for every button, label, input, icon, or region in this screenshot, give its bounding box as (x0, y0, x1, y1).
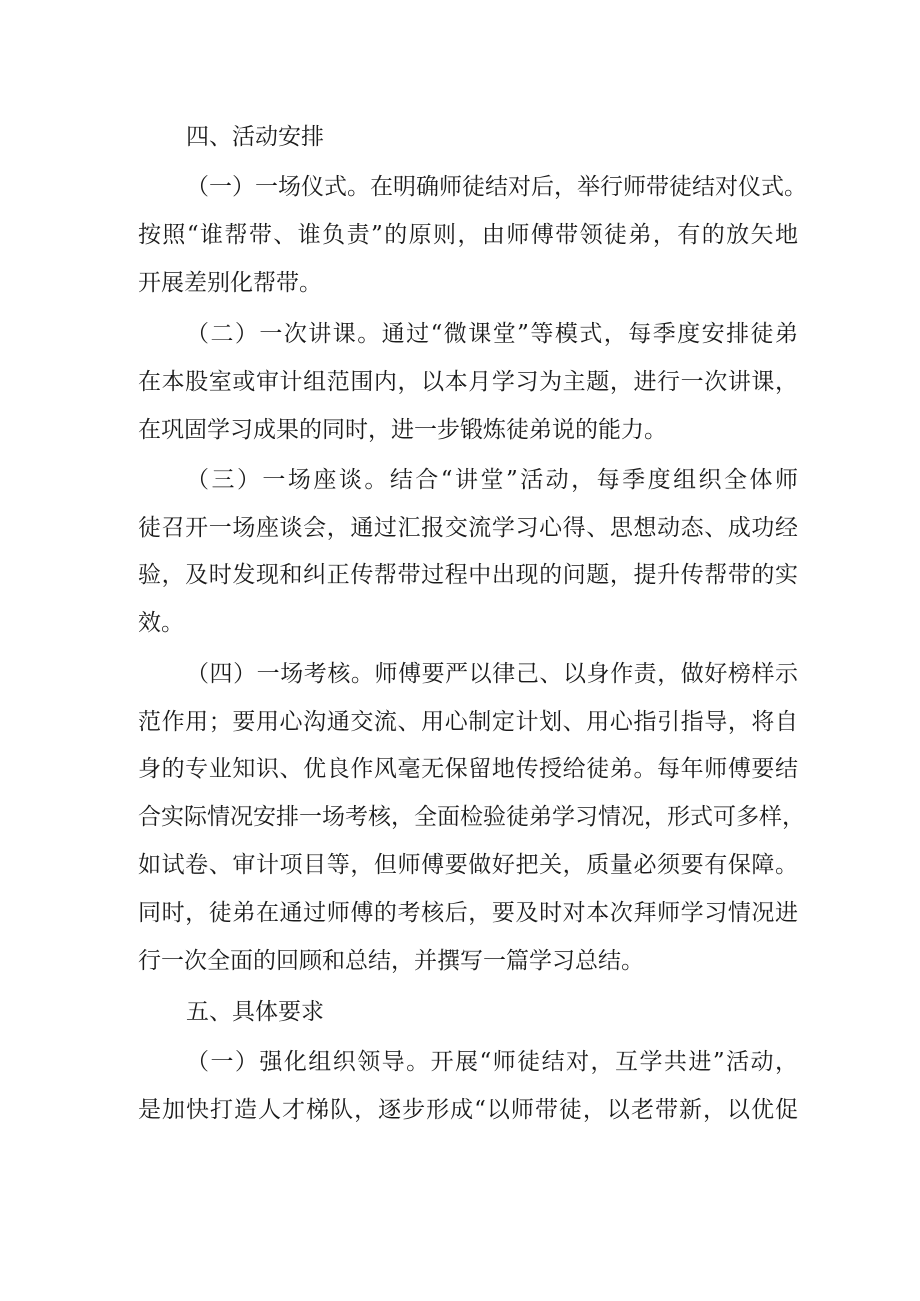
section-heading-specific-requirements: 五、具体要求 (186, 999, 324, 1025)
paragraph-ceremony-line: （一）一场仪式。在明确师徒结对后，举行师带徒结对仪式。 (186, 174, 807, 200)
paragraph-leadership-line: （一）强化组织领导。开展“师徒结对，互学共进”活动， (186, 1049, 798, 1075)
paragraph-symposium-line: 徒召开一场座谈会，通过汇报交流学习心得、思想动态、成功经 (138, 515, 798, 541)
paragraph-symposium-line: （三）一场座谈。结合“讲堂”活动，每季度组织全体师 (186, 467, 798, 493)
paragraph-assessment-line: 身的专业知识、优良作风毫无保留地传授给徒弟。每年师傅要结 (138, 756, 798, 782)
paragraph-assessment-line: 合实际情况安排一场考核，全面检验徒弟学习情况，形式可多样， (138, 804, 805, 830)
paragraph-lecture-line: （二）一次讲课。通过“微课堂”等模式，每季度安排徒弟 (186, 321, 798, 347)
paragraph-assessment-line: （四）一场考核。师傅要严以律己、以身作责，做好榜样示 (186, 661, 798, 687)
paragraph-lecture-line: 在巩固学习成果的同时，进一步锻炼徒弟说的能力。 (138, 417, 667, 443)
paragraph-assessment-line: 如试卷、审计项目等，但师傅要做好把关，质量必须要有保障。 (138, 852, 798, 878)
paragraph-lecture-line: 在本股室或审计组范围内，以本月学习为主题，进行一次讲课， (138, 369, 798, 395)
paragraph-symposium-line: 效。 (138, 610, 184, 636)
paragraph-symposium-line: 验，及时发现和纠正传帮带过程中出现的问题，提升传帮带的实 (138, 562, 798, 588)
paragraph-assessment-line: 同时，徒弟在通过师傅的考核后，要及时对本次拜师学习情况进 (138, 900, 798, 926)
paragraph-assessment-line: 行一次全面的回顾和总结，并撰写一篇学习总结。 (138, 948, 644, 974)
paragraph-leadership-line: 是加快打造人才梯队，逐步形成“以师带徒，以老带新，以优促 (138, 1097, 798, 1123)
section-heading-activity-arrangement: 四、活动安排 (186, 124, 324, 150)
paragraph-ceremony-line: 按照“谁帮带、谁负责”的原则，由师傅带领徒弟，有的放矢地 (138, 222, 798, 248)
paragraph-ceremony-line: 开展差别化帮带。 (138, 270, 322, 296)
paragraph-assessment-line: 范作用；要用心沟通交流、用心制定计划、用心指引指导，将自 (138, 709, 798, 735)
